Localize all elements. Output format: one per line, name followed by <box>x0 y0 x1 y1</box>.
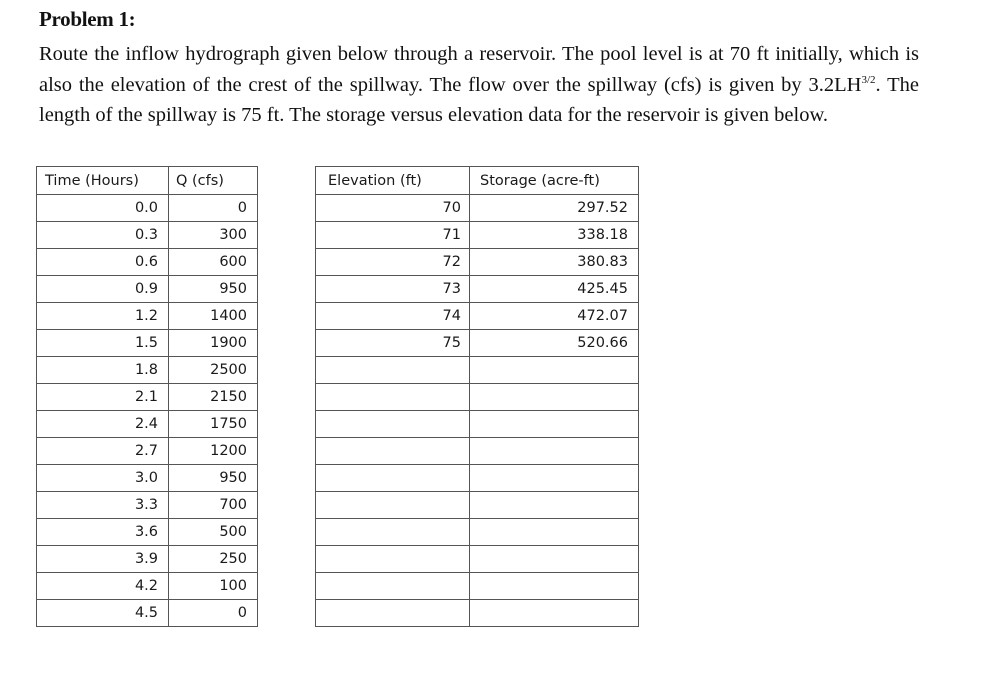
flow-cell: 950 <box>169 465 258 492</box>
table-row <box>316 546 639 573</box>
storage-cell <box>470 384 639 411</box>
elevation-cell: 71 <box>316 222 470 249</box>
elevation-cell: 72 <box>316 249 470 276</box>
flow-cell: 1400 <box>169 303 258 330</box>
storage-elevation-table <box>315 166 639 627</box>
flow-cell: 1200 <box>169 438 258 465</box>
time-cell: 3.9 <box>37 546 169 573</box>
table-row <box>316 276 639 303</box>
table-row <box>37 492 258 519</box>
storage-cell <box>470 573 639 600</box>
table-row <box>37 384 258 411</box>
time-cell: 1.5 <box>37 330 169 357</box>
time-cell: 0.9 <box>37 276 169 303</box>
storage-cell: 338.18 <box>470 222 639 249</box>
flow-cell: 250 <box>169 546 258 573</box>
elevation-cell: 74 <box>316 303 470 330</box>
table-row <box>37 573 258 600</box>
storage-cell <box>470 438 639 465</box>
table-row <box>316 195 639 222</box>
storage-cell <box>470 357 639 384</box>
elevation-cell <box>316 573 470 600</box>
elevation-cell <box>316 357 470 384</box>
time-cell: 1.2 <box>37 303 169 330</box>
storage-cell: 297.52 <box>470 195 639 222</box>
elevation-cell <box>316 438 470 465</box>
flow-cell: 2500 <box>169 357 258 384</box>
table-row <box>316 222 639 249</box>
table-row <box>316 573 639 600</box>
table-row <box>37 249 258 276</box>
flow-cell: 950 <box>169 276 258 303</box>
storage-cell <box>470 546 639 573</box>
storage-table-body <box>316 195 639 627</box>
table-row <box>37 330 258 357</box>
exponent: 3/2 <box>861 73 876 86</box>
table-row <box>316 330 639 357</box>
storage-cell: 520.66 <box>470 330 639 357</box>
table-row <box>316 384 639 411</box>
elevation-cell <box>316 411 470 438</box>
table-header-row <box>37 167 258 195</box>
elevation-cell <box>316 519 470 546</box>
storage-cell <box>470 465 639 492</box>
table-row <box>37 276 258 303</box>
column-header-flow: Q (cfs) <box>169 167 258 195</box>
time-cell: 3.0 <box>37 465 169 492</box>
time-cell: 0.6 <box>37 249 169 276</box>
storage-cell <box>470 600 639 627</box>
elevation-cell <box>316 384 470 411</box>
flow-cell: 700 <box>169 492 258 519</box>
table-row <box>37 303 258 330</box>
flow-cell: 2150 <box>169 384 258 411</box>
time-cell: 3.6 <box>37 519 169 546</box>
storage-cell: 425.45 <box>470 276 639 303</box>
time-cell: 2.1 <box>37 384 169 411</box>
flow-cell: 1750 <box>169 411 258 438</box>
storage-cell <box>470 519 639 546</box>
table-row <box>37 357 258 384</box>
table-row <box>316 249 639 276</box>
flow-cell: 100 <box>169 573 258 600</box>
time-cell: 0.3 <box>37 222 169 249</box>
storage-cell: 472.07 <box>470 303 639 330</box>
table-row <box>316 492 639 519</box>
problem-title: Problem 1: <box>39 7 136 31</box>
problem-text-part1: Route the inflow hydrograph given below through a reservoir. The pool level is at 70 ft initially, which is also the elevation of the crest of the spillway. The flow over the spillway (cfs) is given by 3.2LH <box>39 43 919 96</box>
time-cell: 0.0 <box>37 195 169 222</box>
table-row <box>37 519 258 546</box>
column-header-storage: Storage (acre-ft) <box>470 167 639 195</box>
problem-text-part2: . The length of the spillway is 75 ft. The storage versus elevation data for the reservoir is given below. <box>39 73 919 126</box>
table-row <box>37 195 258 222</box>
elevation-cell: 75 <box>316 330 470 357</box>
table-row <box>316 600 639 627</box>
table-row <box>316 357 639 384</box>
table-row <box>316 303 639 330</box>
table-row <box>316 465 639 492</box>
inflow-table-body <box>37 195 258 627</box>
table-row <box>37 222 258 249</box>
table-row <box>316 411 639 438</box>
column-header-time: Time (Hours) <box>37 167 169 195</box>
time-cell: 4.2 <box>37 573 169 600</box>
table-header-row <box>316 167 639 195</box>
time-cell: 2.7 <box>37 438 169 465</box>
storage-cell <box>470 411 639 438</box>
elevation-cell <box>316 546 470 573</box>
problem-statement <box>39 39 919 131</box>
table-row <box>37 465 258 492</box>
flow-cell: 1900 <box>169 330 258 357</box>
flow-cell: 500 <box>169 519 258 546</box>
time-cell: 3.3 <box>37 492 169 519</box>
elevation-cell <box>316 465 470 492</box>
elevation-cell: 70 <box>316 195 470 222</box>
flow-cell: 0 <box>169 195 258 222</box>
table-row <box>37 600 258 627</box>
table-row <box>37 411 258 438</box>
column-header-elevation: Elevation (ft) <box>316 167 470 195</box>
elevation-cell <box>316 600 470 627</box>
inflow-hydrograph-table <box>36 166 258 627</box>
time-cell: 4.5 <box>37 600 169 627</box>
flow-cell: 600 <box>169 249 258 276</box>
time-cell: 2.4 <box>37 411 169 438</box>
flow-cell: 0 <box>169 600 258 627</box>
elevation-cell <box>316 492 470 519</box>
table-row <box>37 546 258 573</box>
storage-cell <box>470 492 639 519</box>
table-row <box>37 438 258 465</box>
elevation-cell: 73 <box>316 276 470 303</box>
time-cell: 1.8 <box>37 357 169 384</box>
table-row <box>316 438 639 465</box>
table-row <box>316 519 639 546</box>
storage-cell: 380.83 <box>470 249 639 276</box>
flow-cell: 300 <box>169 222 258 249</box>
